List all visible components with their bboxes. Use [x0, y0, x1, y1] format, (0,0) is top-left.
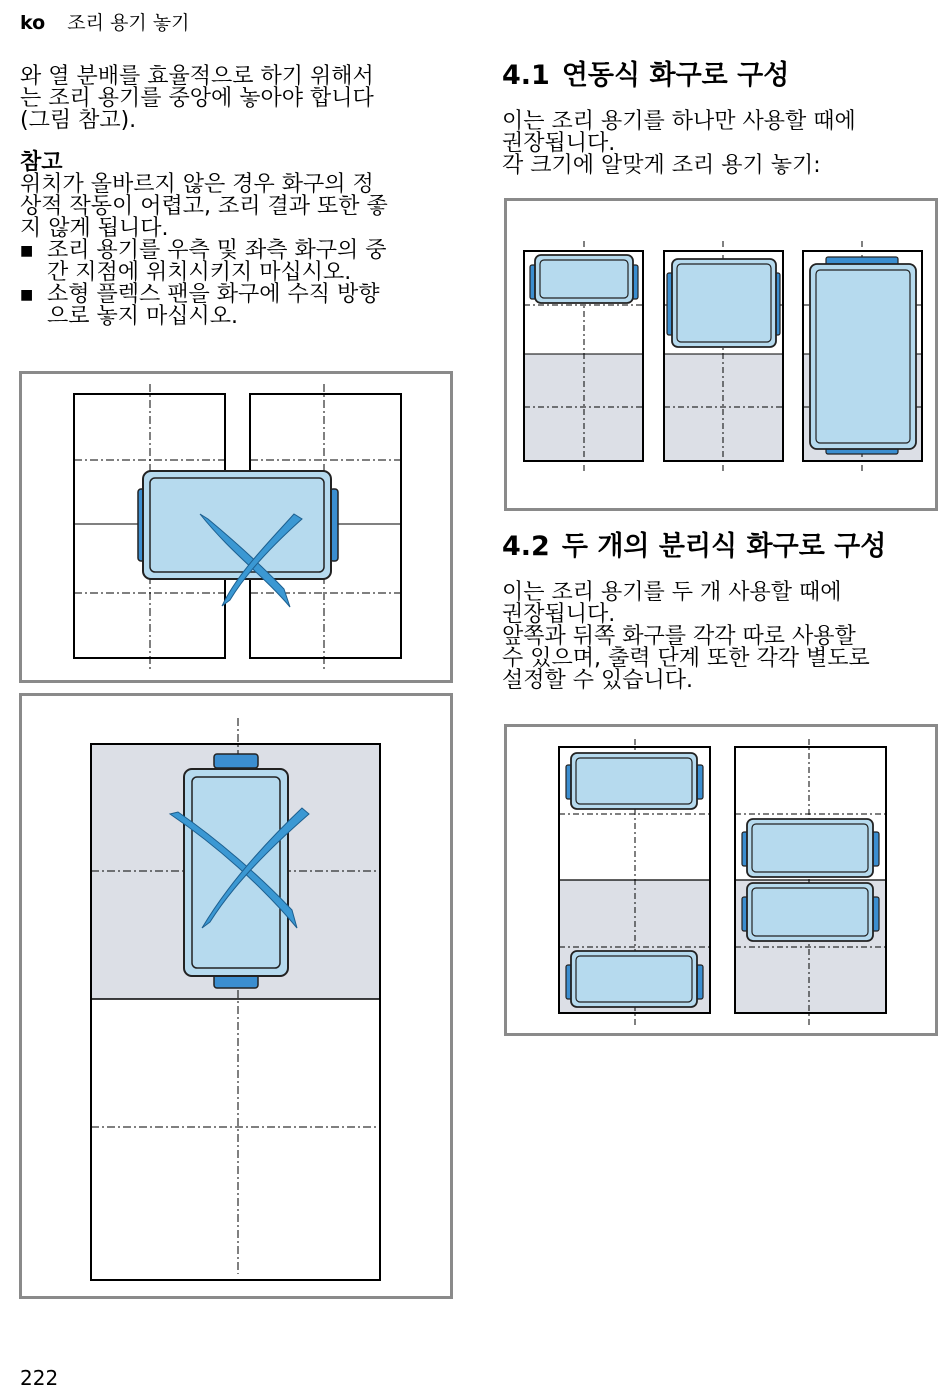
figure-separate-zones	[504, 724, 938, 1036]
section-4-2-text	[502, 582, 942, 692]
wrong-placement-illustration	[22, 374, 450, 680]
note-line: 상적 작동이 어렵고, 조리 결과 또한 좋	[20, 194, 388, 219]
linked-zones-illustration	[507, 201, 935, 508]
text-line: 권장됩니다.	[502, 602, 616, 627]
intro-paragraph	[20, 66, 450, 132]
text-line: 설정할 수 있습니다.	[502, 668, 693, 693]
list-item	[20, 240, 450, 284]
bullet-line: 으로 놓지 마십시오.	[47, 304, 238, 329]
text-line: 권장됩니다.	[502, 131, 616, 156]
zone-small	[524, 241, 643, 471]
note-line: 위치가 올바르지 않은 경우 화구의 정	[20, 172, 374, 197]
bullet-line: 조리 용기를 우측 및 좌측 화구의 중	[47, 238, 387, 263]
chapter-title: 조리 용기 놓기	[67, 12, 190, 34]
zone-right	[735, 739, 886, 1027]
figure-wrong-vertical-placement	[19, 693, 453, 1299]
section-title: 두 개의 분리식 화구로 구성	[561, 531, 887, 562]
running-header	[20, 8, 189, 35]
text-line: 앞쪽과 뒤쪽 화구를 각각 따로 사용할	[502, 624, 856, 649]
intro-line: 는 조리 용기를 중앙에 놓아야 합니다	[20, 86, 374, 111]
zone-medium	[664, 241, 783, 471]
note-title: 참고	[20, 150, 63, 175]
section-heading-4-2	[502, 531, 886, 563]
bullet-line: 소형 플렉스 팬을 화구에 수직 방향	[47, 282, 380, 307]
list-item	[20, 284, 450, 328]
intro-line: 와 열 분배를 효율적으로 하기 위해서	[20, 64, 374, 89]
text-line: 이는 조리 용기를 두 개 사용할 때에	[502, 580, 842, 605]
note-block	[20, 152, 450, 328]
figure-linked-zones	[504, 198, 938, 511]
text-line: 수 있으며, 출력 단계 또한 각각 별도로	[502, 646, 870, 671]
warning-list	[20, 240, 450, 328]
page-number: 222	[20, 1366, 59, 1390]
intro-line: (그림 참고).	[20, 108, 137, 133]
note-line: 지 않게 됩니다.	[20, 216, 169, 241]
text-line: 각 크기에 알맞게 조리 용기 놓기:	[502, 153, 821, 178]
bullet-line: 간 지점에 위치시키지 마십시오.	[47, 260, 352, 285]
figure-wrong-center-placement	[19, 371, 453, 683]
zone-large	[803, 241, 922, 471]
language-code: ko	[20, 12, 46, 34]
section-number: 4.2	[502, 531, 550, 562]
vertical-pan-illustration	[22, 696, 450, 1296]
section-number: 4.1	[502, 60, 550, 91]
text-line: 이는 조리 용기를 하나만 사용할 때에	[502, 109, 856, 134]
section-heading-4-1	[502, 60, 789, 92]
section-title: 연동식 화구로 구성	[561, 60, 790, 91]
separate-zones-illustration	[507, 727, 935, 1033]
zone-left	[559, 739, 710, 1027]
section-4-1-text	[502, 111, 942, 177]
